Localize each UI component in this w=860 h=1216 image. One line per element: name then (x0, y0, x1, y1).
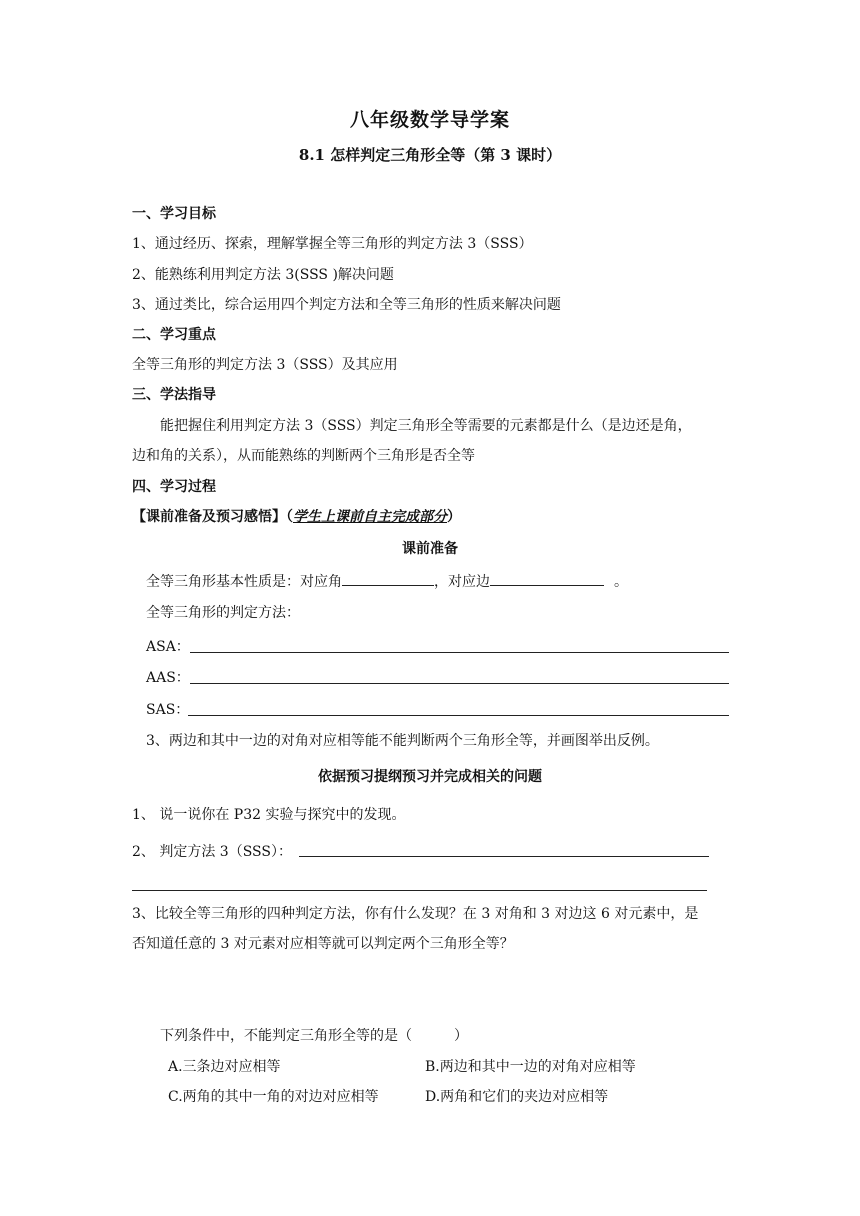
preview-question-3: 3、两边和其中一边的对角对应相等能不能判断两个三角形全等，并画图举出反例。 (146, 733, 659, 749)
methods-label: 全等三角形的判定方法： (146, 605, 300, 621)
aas-label: AAS： (146, 670, 190, 686)
quiz-option-a[interactable]: A.三条边对应相等 (168, 1059, 281, 1075)
angle-blank[interactable] (342, 571, 434, 586)
preview-heading-row (132, 507, 461, 527)
outline-question-3-line1: 3、比较全等三角形的四种判定方法，你有什么发现？在 3 对角和 3 对边这 6 对元素中，是 (132, 906, 699, 922)
preview-heading: 【课前准备及预习感悟】 (132, 509, 286, 525)
outline-question-3-line2: 否知道任意的 3 对元素对应相等就可以判定两个三角形全等？ (132, 936, 514, 952)
preview-subheading: 课前准备 (402, 541, 458, 557)
focus-text: 全等三角形的判定方法 3（SSS）及其应用 (132, 357, 398, 373)
quiz-option-b[interactable]: B.两边和其中一边的对角对应相等 (425, 1059, 636, 1075)
page-title: 八年级数学导学案 (349, 109, 510, 131)
page-subtitle: 8.1 怎样判定三角形全等（第 3 课时） (298, 146, 562, 164)
sas-label: SAS： (146, 702, 190, 718)
goal-item-3: 3、通过类比，综合运用四个判定方法和全等三角形的性质来解决问题 (132, 297, 561, 313)
quiz-option-c[interactable]: C.两角的其中一角的对边对应相等 (168, 1089, 379, 1105)
note-open: （ (286, 509, 293, 525)
outline-heading: 依据预习提纲预习并完成相关的问题 (318, 769, 542, 785)
sss-answer-line-2[interactable] (132, 890, 707, 891)
method-text-line1: 能把握住利用判定方法 3（SSS）判定三角形全等需要的元素都是什么（是边还是角， (160, 418, 692, 434)
section-heading-process: 四、学习过程 (132, 479, 216, 495)
side-blank[interactable] (490, 571, 604, 586)
section-heading-method: 三、学法指导 (132, 387, 216, 403)
asa-label: ASA： (146, 639, 190, 655)
outline-question-1: 1、 说一说你在 P32 实验与探究中的发现。 (132, 807, 406, 823)
quiz-option-d[interactable]: D.两角和它们的夹边对应相等 (425, 1089, 609, 1105)
aas-answer-line[interactable] (190, 683, 729, 684)
property-line (146, 571, 628, 592)
property-mid: ，对应边 (434, 574, 490, 590)
outline-question-2: 2、 判定方法 3（SSS）： (132, 844, 292, 860)
property-end: 。 (614, 574, 628, 590)
section-heading-focus: 二、学习重点 (132, 327, 216, 343)
preview-note: 学生上课前自主完成部分 (293, 509, 447, 525)
method-text-line2: 边和角的关系），从而能熟练的判断两个三角形是否全等 (132, 448, 475, 464)
goal-item-2: 2、能熟练利用判定方法 3(SSS )解决问题 (132, 267, 394, 283)
sss-answer-line[interactable] (299, 856, 709, 857)
asa-answer-line[interactable] (190, 652, 729, 653)
property-prefix: 全等三角形基本性质是：对应角 (146, 574, 342, 590)
note-close: ） (447, 509, 461, 525)
quiz-question: 下列条件中，不能判定三角形全等的是（ ） (160, 1028, 468, 1044)
goal-item-1: 1、通过经历、探索，理解掌握全等三角形的判定方法 3（SSS） (132, 236, 533, 252)
section-heading-goals: 一、学习目标 (132, 206, 216, 222)
sas-answer-line[interactable] (188, 715, 729, 716)
